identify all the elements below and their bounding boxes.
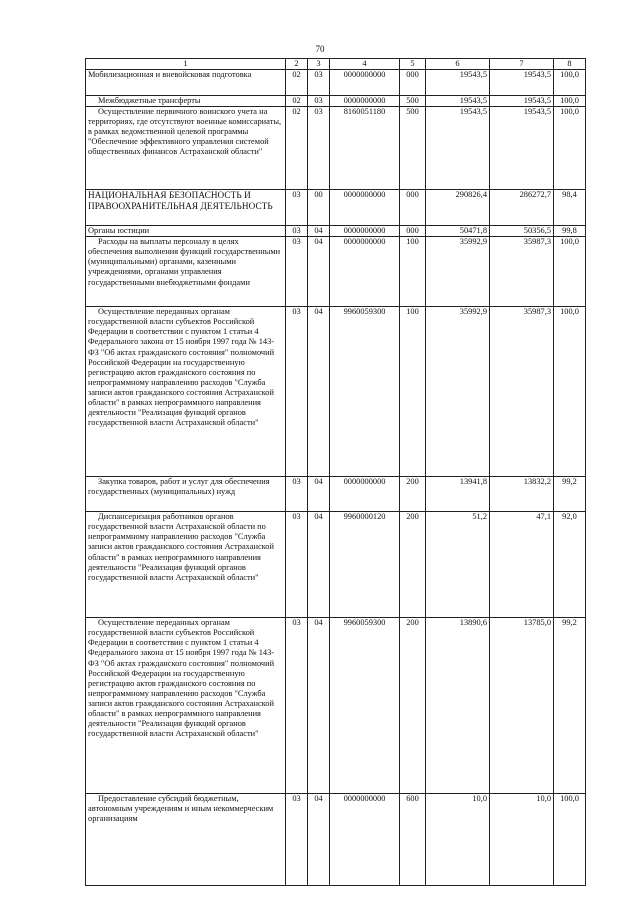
page-number: 70	[315, 44, 325, 54]
section-code: 03	[286, 307, 308, 477]
subsection-code: 04	[308, 237, 330, 307]
section-code: 03	[286, 237, 308, 307]
row-name: Диспансеризация работников органов государственной власти Астраханской области по непрограммному направлению расходов "Служба записи актов гражданского состояния Астраханской области" в рамках непрограммного направления деятельности "Реализация функций органов государственной власти Астраханской области"	[86, 512, 286, 618]
approved-amount: 10,0	[426, 794, 490, 886]
target-article-code: 0000000000	[330, 226, 400, 237]
execution-percent: 92,0	[554, 512, 586, 618]
row-name: Закупка товаров, работ и услуг для обеспечения государственных (муниципальных) нужд	[86, 477, 286, 512]
column-header: 5	[400, 59, 426, 70]
row-name: Осуществление переданных органам государственной власти субъектов Российской Федерации в соответствии с пунктом 1 статьи 4 Федерального закона от 15 ноября 1997 года № 143-ФЗ "Об актах гражданского состояния" полномочий Российской Федерации на государственную регистрацию актов гражданского состояния по непрограммному направлению расходов "Служба записи актов гражданского состояния Астраханской области" в рамках непрограммного направления деятельности "Реализация функций органов государственной власти Астраханской области"	[86, 307, 286, 477]
target-article-code: 0000000000	[330, 794, 400, 886]
target-article-code: 8160051180	[330, 107, 400, 190]
approved-amount: 51,2	[426, 512, 490, 618]
execution-percent: 100,0	[554, 96, 586, 107]
section-code: 02	[286, 96, 308, 107]
table-row	[86, 618, 586, 794]
table-row	[86, 794, 586, 886]
column-number-header-row	[86, 59, 586, 70]
executed-amount: 10,0	[490, 794, 554, 886]
expense-type-code: 200	[400, 477, 426, 512]
execution-percent: 100,0	[554, 237, 586, 307]
expense-type-code: 200	[400, 618, 426, 794]
target-article-code: 0000000000	[330, 477, 400, 512]
subsection-code: 03	[308, 96, 330, 107]
subsection-code: 00	[308, 190, 330, 226]
expense-type-code: 000	[400, 70, 426, 96]
row-name: Органы юстиции	[86, 226, 286, 237]
column-header: 3	[308, 59, 330, 70]
column-header: 4	[330, 59, 400, 70]
execution-percent: 99,2	[554, 477, 586, 512]
target-article-code: 9960059300	[330, 307, 400, 477]
executed-amount: 286272,7	[490, 190, 554, 226]
executed-amount: 19543,5	[490, 96, 554, 107]
executed-amount: 19543,5	[490, 70, 554, 96]
target-article-code: 0000000000	[330, 190, 400, 226]
column-header: 1	[86, 59, 286, 70]
expense-type-code: 000	[400, 226, 426, 237]
target-article-code: 9960000120	[330, 512, 400, 618]
table-row	[86, 237, 586, 307]
table-row	[86, 190, 586, 226]
expense-type-code: 200	[400, 512, 426, 618]
approved-amount: 50471,8	[426, 226, 490, 237]
section-code: 03	[286, 226, 308, 237]
execution-percent: 98,4	[554, 190, 586, 226]
subsection-code: 04	[308, 618, 330, 794]
subsection-code: 04	[308, 307, 330, 477]
approved-amount: 19543,5	[426, 96, 490, 107]
table-row	[86, 307, 586, 477]
execution-percent: 99,8	[554, 226, 586, 237]
approved-amount: 13890,6	[426, 618, 490, 794]
approved-amount: 290826,4	[426, 190, 490, 226]
section-code: 03	[286, 512, 308, 618]
column-header: 6	[426, 59, 490, 70]
subsection-code: 04	[308, 226, 330, 237]
table-row	[86, 107, 586, 190]
execution-percent: 100,0	[554, 107, 586, 190]
target-article-code: 9960059300	[330, 618, 400, 794]
expense-type-code: 500	[400, 107, 426, 190]
column-header: 7	[490, 59, 554, 70]
row-name: Расходы на выплаты персоналу в целях обеспечения выполнения функций государственными (муниципальными) органами, казенными учреждениями, органами управления государственными внебюджетными фондами	[86, 237, 286, 307]
subsection-code: 04	[308, 794, 330, 886]
expense-type-code: 100	[400, 307, 426, 477]
expense-type-code: 600	[400, 794, 426, 886]
approved-amount: 35992,9	[426, 307, 490, 477]
executed-amount: 35987,3	[490, 237, 554, 307]
section-code: 02	[286, 107, 308, 190]
section-code: 03	[286, 794, 308, 886]
execution-percent: 100,0	[554, 70, 586, 96]
table-row	[86, 70, 586, 96]
executed-amount: 13832,2	[490, 477, 554, 512]
approved-amount: 13941,8	[426, 477, 490, 512]
row-name: Межбюджетные трансферты	[86, 96, 286, 107]
expense-type-code: 100	[400, 237, 426, 307]
subsection-code: 04	[308, 512, 330, 618]
row-name: Предоставление субсидий бюджетным, автономным учреждениям и иным некоммерческим организациям	[86, 794, 286, 886]
target-article-code: 0000000000	[330, 237, 400, 307]
expense-type-code: 000	[400, 190, 426, 226]
approved-amount: 35992,9	[426, 237, 490, 307]
row-name: Осуществление первичного воинского учета на территориях, где отсутствуют военные комиссариаты, в рамках ведомственной целевой программы "Обеспечение эффективного управления системой общественных финансов Астраханской области"	[86, 107, 286, 190]
execution-percent: 100,0	[554, 794, 586, 886]
row-name: Осуществление переданных органам государственной власти субъектов Российской Федерации в соответствии с пунктом 1 статьи 4 Федерального закона от 15 ноября 1997 года № 143-ФЗ "Об актах гражданского состояния" полномочий Российской Федерации на государственную регистрацию актов гражданского состояния по непрограммному направлению расходов "Служба записи актов гражданского состояния Астраханской области" в рамках непрограммного направления деятельности "Реализация функций органов государственной власти Астраханской области"	[86, 618, 286, 794]
column-header: 8	[554, 59, 586, 70]
approved-amount: 19543,5	[426, 107, 490, 190]
section-code: 02	[286, 70, 308, 96]
execution-percent: 99,2	[554, 618, 586, 794]
subsection-code: 03	[308, 70, 330, 96]
execution-percent: 100,0	[554, 307, 586, 477]
table-row	[86, 96, 586, 107]
executed-amount: 50356,5	[490, 226, 554, 237]
column-header: 2	[286, 59, 308, 70]
executed-amount: 35987,3	[490, 307, 554, 477]
row-name: Мобилизационная и вневойсковая подготовка	[86, 70, 286, 96]
table-row	[86, 226, 586, 237]
table-row	[86, 512, 586, 618]
budget-execution-table	[85, 58, 586, 886]
section-code: 03	[286, 190, 308, 226]
executed-amount: 19543,5	[490, 107, 554, 190]
section-code: 03	[286, 477, 308, 512]
subsection-code: 04	[308, 477, 330, 512]
executed-amount: 13785,0	[490, 618, 554, 794]
expense-type-code: 500	[400, 96, 426, 107]
target-article-code: 0000000000	[330, 96, 400, 107]
section-code: 03	[286, 618, 308, 794]
executed-amount: 47,1	[490, 512, 554, 618]
target-article-code: 0000000000	[330, 70, 400, 96]
row-name: НАЦИОНАЛЬНАЯ БЕЗОПАСНОСТЬ И ПРАВООХРАНИТЕЛЬНАЯ ДЕЯТЕЛЬНОСТЬ	[86, 190, 286, 226]
approved-amount: 19543,5	[426, 70, 490, 96]
table-row	[86, 477, 586, 512]
subsection-code: 03	[308, 107, 330, 190]
